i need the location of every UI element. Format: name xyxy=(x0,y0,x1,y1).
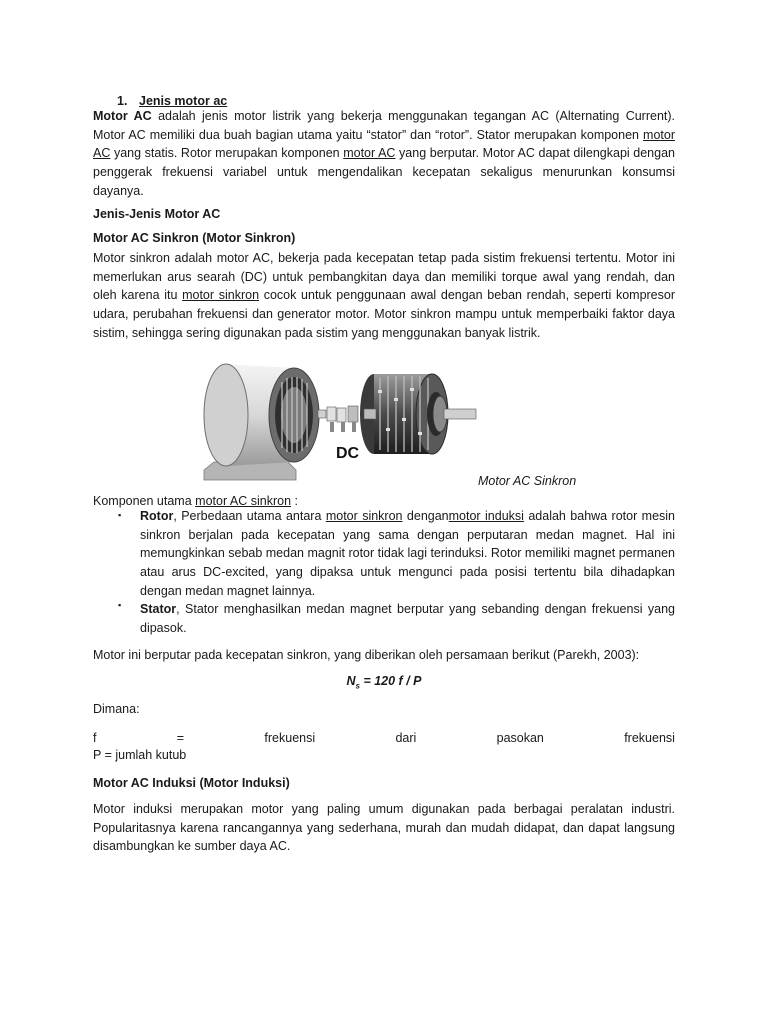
section-number: 1. xyxy=(117,94,128,108)
link-motor-ac-sinkron[interactable]: motor AC sinkron xyxy=(195,494,292,508)
link-motor-ac[interactable]: motor AC xyxy=(93,127,675,161)
rotor-assembly xyxy=(360,374,476,454)
synchronous-speed-formula: $N_s = 120$ f / P xyxy=(346,674,422,691)
dc-label: DC xyxy=(336,445,360,462)
variable-f-definition: f = frekuensi dari pasokan frekuensi xyxy=(93,731,675,745)
section-title: Jenis motor ac xyxy=(139,94,228,108)
formula-intro: Motor ini berputar pada kecepatan sinkron, yang diberikan oleh persamaan berikut (Parekh, 2003): xyxy=(93,648,640,662)
link-motor-induksi[interactable]: motor induksi xyxy=(448,509,524,523)
induksi-heading: Motor AC Induksi (Motor Induksi) xyxy=(93,776,290,790)
stator-list-item: Stator, Stator menghasilkan medan magnet berputar yang sebanding dengan frekuensi yang dipasok. xyxy=(140,602,675,635)
link-motor-sinkron[interactable]: motor sinkron xyxy=(182,288,260,303)
link-motor-ac-2[interactable]: motor AC xyxy=(343,146,396,161)
stator-label: Stator xyxy=(140,602,177,616)
induksi-paragraph: Motor induksi merupakan motor yang paling umum digunakan pada berbagai peralatan industri. Popularitasnya karena rancangannya yang sederhana, murah dan mudah didapat, dan dapat langsung disambungkan ke sumber daya AC. xyxy=(93,802,675,854)
bullet-marker: ▪ xyxy=(118,600,122,610)
stator-housing xyxy=(204,364,319,480)
komponen-line: Komponen utama motor AC sinkron : xyxy=(93,494,298,508)
term-motor-ac: Motor AC xyxy=(93,109,152,123)
link-motor-sinkron-2[interactable]: motor sinkron xyxy=(325,509,403,523)
jenis-heading: Jenis-Jenis Motor AC xyxy=(93,207,221,221)
dimana-label: Dimana: xyxy=(93,702,140,716)
rotor-label: Rotor xyxy=(140,509,174,523)
brush-assembly xyxy=(318,406,358,432)
synchronous-motor-image xyxy=(196,358,486,486)
figure-caption: Motor AC Sinkron xyxy=(478,474,577,488)
intro-paragraph: Motor AC adalah jenis motor listrik yang bekerja menggunakan tegangan AC (Alternating Current). Motor AC memiliki dua buah bagian utama yaitu “stator” dan “rotor”. Stator merupakan komponen motor AC yang statis. Rotor merupakan komponen motor AC yang berputar. Motor AC dapat dilengkapi dengan penggerak frekuensi variabel untuk mengendalikan kecepatan sekaligus menurunkan konsumsi dayanya. xyxy=(93,109,676,198)
bullet-marker: ▪ xyxy=(118,510,122,520)
sinkron-heading: Motor AC Sinkron (Motor Sinkron) xyxy=(93,231,296,245)
variable-p-definition: P = jumlah kutub xyxy=(93,748,187,762)
sinkron-paragraph: Motor sinkron adalah motor AC, bekerja pada kecepatan tetap pada sistim frekuensi tertentu. Motor ini memerlukan arus searah (DC) untuk pembangkitan daya dan memiliki torque awal yang rendah, dan oleh karena itu motor sinkron cocok untuk penggunaan awal dengan beban rendah, seperti kompresor udara, perubahan frekuensi dan generator motor. Motor sinkron mampu untuk memperbaiki faktor daya sistim, sehingga sering digunakan pada sistim yang menggunakan banyak listrik. xyxy=(93,251,675,340)
rotor-list-item: Rotor, Perbedaan utama antara motor sinkron denganmotor induksi adalah bahwa rotor mesin sinkron berjalan pada kecepatan yang sama dengan perputaran medan magnet. Hal ini memungkinkan sebab medan magnit rotor tidak lagi terinduksi. Rotor memiliki magnet permanen atau arus DC-excited, yang dipaksa untuk mengunci pada posisi tertentu bila dihadapkan dengan medan magnet lainnya. xyxy=(140,509,676,598)
